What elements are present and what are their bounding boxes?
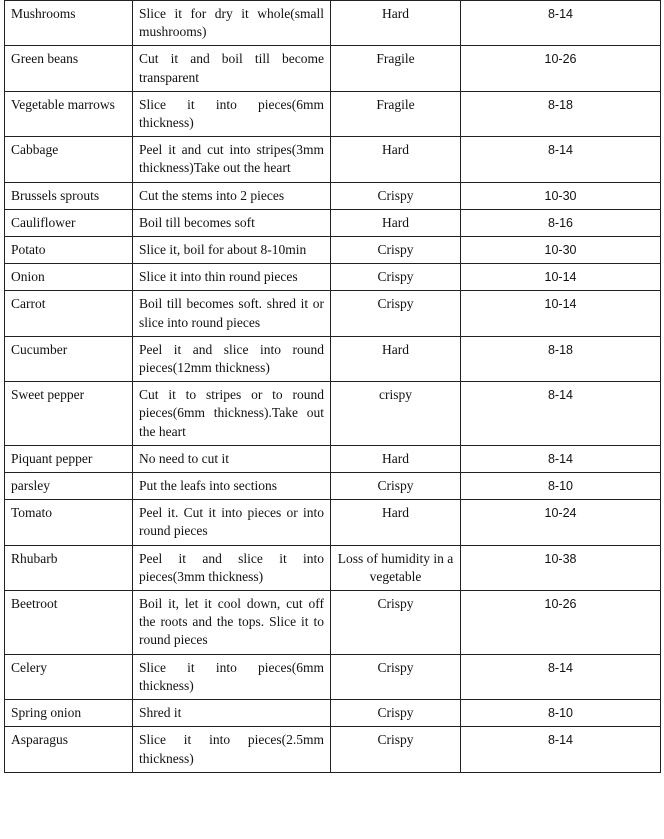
preparation-cell: Slice it for dry it whole(small mushrooms)	[133, 1, 331, 46]
drying-days-cell: 10-26	[461, 46, 661, 91]
drying-days-cell: 8-18	[461, 336, 661, 381]
table-row	[5, 91, 661, 136]
drying-days-cell: 10-14	[461, 264, 661, 291]
drying-days-cell: 8-10	[461, 700, 661, 727]
vegetable-name-cell: Mushrooms	[5, 1, 133, 46]
preparation-cell: Shred it	[133, 700, 331, 727]
preparation-cell: Boil till becomes soft. shred it or slice into round pieces	[133, 291, 331, 336]
table-row	[5, 473, 661, 500]
table-row	[5, 264, 661, 291]
drying-days-cell: 8-18	[461, 91, 661, 136]
preparation-cell: Boil till becomes soft	[133, 209, 331, 236]
preparation-cell: Peel it and slice into round pieces(12mm thickness)	[133, 336, 331, 381]
dried-state-cell: crispy	[331, 382, 461, 446]
dried-state-cell: Hard	[331, 209, 461, 236]
preparation-cell: Cut the stems into 2 pieces	[133, 182, 331, 209]
vegetable-name-cell: Spring onion	[5, 700, 133, 727]
drying-days-cell: 10-14	[461, 291, 661, 336]
drying-days-cell: 10-26	[461, 591, 661, 655]
preparation-cell: Cut it and boil till become transparent	[133, 46, 331, 91]
table-row	[5, 209, 661, 236]
preparation-cell: Peel it. Cut it into pieces or into round pieces	[133, 500, 331, 545]
table-row	[5, 591, 661, 655]
preparation-cell: Slice it into pieces(2.5mm thickness)	[133, 727, 331, 772]
preparation-cell: Put the leafs into sections	[133, 473, 331, 500]
dried-state-cell: Crispy	[331, 700, 461, 727]
drying-days-cell: 8-16	[461, 209, 661, 236]
drying-days-cell: 8-14	[461, 1, 661, 46]
drying-days-cell: 10-30	[461, 237, 661, 264]
vegetable-name-cell: Cauliflower	[5, 209, 133, 236]
drying-days-cell: 10-24	[461, 500, 661, 545]
dried-state-cell: Crispy	[331, 237, 461, 264]
dried-state-cell: Fragile	[331, 91, 461, 136]
table-row	[5, 1, 661, 46]
dried-state-cell: Fragile	[331, 46, 461, 91]
preparation-cell: Boil it, let it cool down, cut off the roots and the tops. Slice it to round pieces	[133, 591, 331, 655]
table-row	[5, 237, 661, 264]
drying-days-cell: 8-14	[461, 654, 661, 699]
vegetable-name-cell: Cucumber	[5, 336, 133, 381]
vegetable-name-cell: Asparagus	[5, 727, 133, 772]
vegetable-name-cell: Potato	[5, 237, 133, 264]
dried-state-cell: Hard	[331, 137, 461, 182]
drying-days-cell: 8-14	[461, 727, 661, 772]
table-row	[5, 445, 661, 472]
preparation-cell: Slice it, boil for about 8-10min	[133, 237, 331, 264]
drying-days-cell: 8-14	[461, 445, 661, 472]
vegetable-name-cell: Green beans	[5, 46, 133, 91]
preparation-cell: Slice it into pieces(6mm thickness)	[133, 654, 331, 699]
drying-days-cell: 10-38	[461, 545, 661, 590]
preparation-cell: No need to cut it	[133, 445, 331, 472]
vegetable-name-cell: Piquant pepper	[5, 445, 133, 472]
vegetable-name-cell: parsley	[5, 473, 133, 500]
vegetable-name-cell: Sweet pepper	[5, 382, 133, 446]
preparation-cell: Peel it and slice it into pieces(3mm thickness)	[133, 545, 331, 590]
preparation-cell: Peel it and cut into stripes(3mm thickness)Take out the heart	[133, 137, 331, 182]
dried-state-cell: Crispy	[331, 727, 461, 772]
table-row	[5, 700, 661, 727]
vegetable-name-cell: Carrot	[5, 291, 133, 336]
table-row	[5, 500, 661, 545]
drying-days-cell: 8-14	[461, 137, 661, 182]
table-row	[5, 336, 661, 381]
dried-state-cell: Crispy	[331, 654, 461, 699]
dried-state-cell: Hard	[331, 500, 461, 545]
vegetable-name-cell: Beetroot	[5, 591, 133, 655]
dried-state-cell: Crispy	[331, 291, 461, 336]
preparation-cell: Slice it into pieces(6mm thickness)	[133, 91, 331, 136]
table-row	[5, 545, 661, 590]
preparation-cell: Cut it to stripes or to round pieces(6mm thickness).Take out the heart	[133, 382, 331, 446]
drying-days-cell: 10-30	[461, 182, 661, 209]
table-body	[5, 1, 661, 773]
vegetable-name-cell: Celery	[5, 654, 133, 699]
table-row	[5, 654, 661, 699]
vegetable-name-cell: Cabbage	[5, 137, 133, 182]
dried-state-cell: Crispy	[331, 473, 461, 500]
dried-state-cell: Hard	[331, 445, 461, 472]
dried-state-cell: Loss of humidity in a vegetable	[331, 545, 461, 590]
table-row	[5, 727, 661, 772]
vegetable-drying-table	[4, 0, 661, 773]
vegetable-name-cell: Onion	[5, 264, 133, 291]
dried-state-cell: Crispy	[331, 264, 461, 291]
drying-days-cell: 8-10	[461, 473, 661, 500]
vegetable-name-cell: Brussels sprouts	[5, 182, 133, 209]
dried-state-cell: Crispy	[331, 182, 461, 209]
table-row	[5, 382, 661, 446]
dried-state-cell: Crispy	[331, 591, 461, 655]
preparation-cell: Slice it into thin round pieces	[133, 264, 331, 291]
table-row	[5, 137, 661, 182]
table-row	[5, 46, 661, 91]
vegetable-name-cell: Vegetable marrows	[5, 91, 133, 136]
table-row	[5, 182, 661, 209]
dried-state-cell: Hard	[331, 1, 461, 46]
drying-days-cell: 8-14	[461, 382, 661, 446]
dried-state-cell: Hard	[331, 336, 461, 381]
table-row	[5, 291, 661, 336]
vegetable-name-cell: Tomato	[5, 500, 133, 545]
vegetable-name-cell: Rhubarb	[5, 545, 133, 590]
